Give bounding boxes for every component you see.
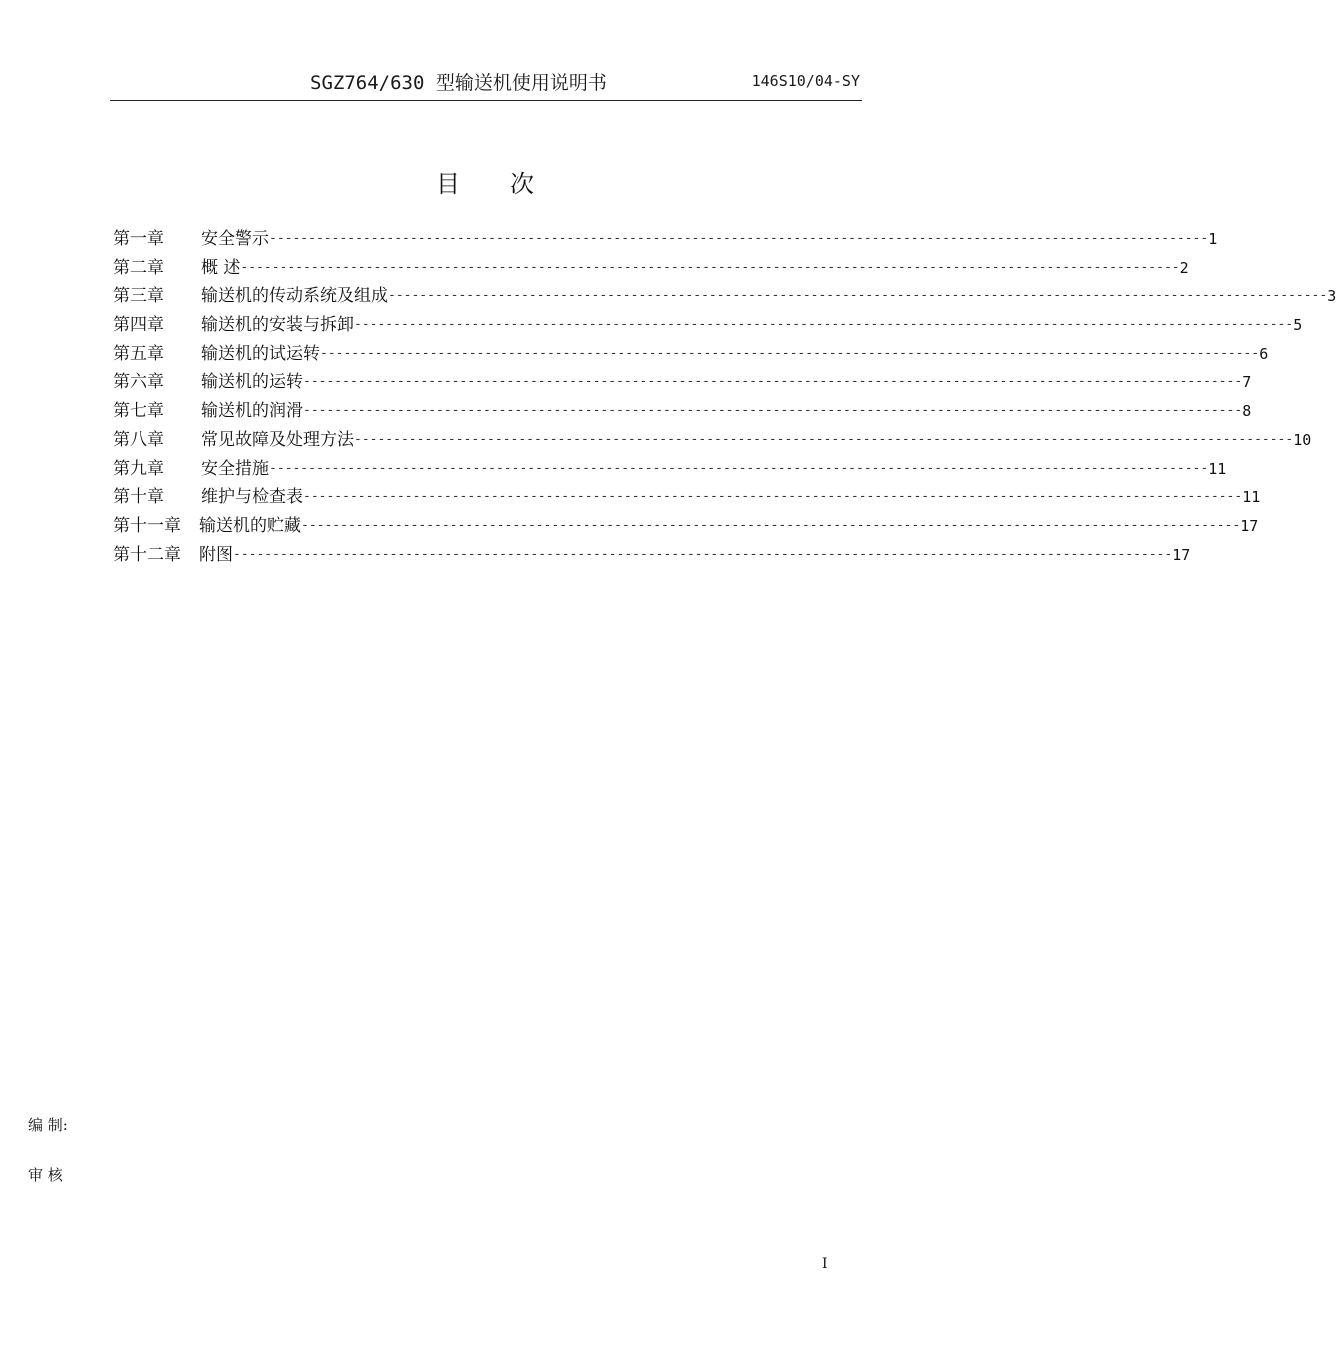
toc-entry-title: 输送机的润滑 [201, 401, 303, 422]
toc-entry[interactable] [113, 541, 1191, 570]
toc-chapter-label: 第九章 [113, 458, 164, 479]
toc-dot-leader: ------------------------------------------------------------------------------------------------------------------------ [303, 374, 1243, 390]
toc-entry-body [199, 541, 1191, 570]
toc-chapter-label: 第四章 [113, 315, 164, 336]
toc-chapter-label: 第十一章 [113, 515, 181, 536]
toc-page-number: 2 [1179, 258, 1189, 277]
toc-page-number: 1 [1208, 230, 1218, 248]
toc-entry-title: 维护与检查表 [201, 487, 303, 508]
toc-entry[interactable] [113, 455, 1227, 484]
toc-entry-body [199, 512, 1259, 541]
toc-heading: 目次 [436, 170, 584, 198]
toc-entry[interactable] [113, 311, 1303, 340]
page-number: I [822, 1256, 828, 1272]
toc-entry-title: 输送机的运转 [201, 372, 303, 393]
toc-chapter-label: 第六章 [113, 372, 164, 393]
toc-chapter-label: 第一章 [113, 229, 164, 249]
toc-entry-title: 安全措施 [201, 458, 269, 479]
toc-entry-title: 输送机的安装与拆卸 [201, 315, 354, 336]
toc-dot-leader: ------------------------------------------------------------------------------------------------------------------------ [354, 431, 1294, 447]
toc-page-number: 3 [1327, 287, 1336, 306]
reviewed-by-label: 审 核 [28, 1166, 63, 1184]
toc-chapter-label: 第七章 [113, 401, 164, 422]
compiled-by-label: 编 制: [28, 1116, 68, 1134]
toc-page-number: 5 [1293, 316, 1303, 335]
toc-dot-leader: ------------------------------------------------------------------------------------------------------------------------ [303, 489, 1243, 505]
toc-entry[interactable] [113, 397, 1252, 426]
toc-entry-body [201, 340, 1269, 369]
toc-entry[interactable] [113, 225, 1218, 254]
toc-dot-leader: ------------------------------------------------------------------------------------------------------------------------ [354, 317, 1294, 333]
toc-page-number: 7 [1242, 373, 1252, 392]
document-code: 146S10/04-SY [751, 72, 860, 90]
toc-dot-leader: ------------------------------------------------------------------------------------------------------------------------ [301, 517, 1241, 533]
toc-entry-title: 概 述 [201, 257, 241, 278]
page-header [110, 62, 862, 101]
toc-entry-body [201, 254, 1189, 283]
toc-chapter-label: 第二章 [113, 257, 164, 278]
toc-page-number: 8 [1242, 402, 1252, 421]
toc-entry[interactable] [113, 426, 1312, 455]
toc-chapter-label: 第十二章 [113, 544, 181, 565]
table-of-contents [113, 225, 1336, 569]
toc-entry-body [201, 426, 1312, 455]
toc-dot-leader: ------------------------------------------------------------------------------------------------------------------------ [269, 231, 1209, 246]
toc-page-number: 10 [1293, 430, 1312, 449]
toc-entry-body [201, 225, 1218, 254]
toc-entry[interactable] [113, 368, 1252, 397]
toc-entry[interactable] [113, 483, 1261, 512]
toc-entry-title: 附图 [199, 544, 233, 565]
toc-chapter-label: 第三章 [113, 286, 164, 307]
toc-dot-leader: ------------------------------------------------------------------------------------------------------------------------ [303, 403, 1243, 419]
toc-page-number: 11 [1242, 488, 1261, 507]
document-title: SGZ764/630 型输送机使用说明书 [310, 72, 607, 94]
toc-chapter-label: 第八章 [113, 429, 164, 450]
toc-entry-body [201, 311, 1303, 340]
toc-entry-body [201, 368, 1252, 397]
toc-entry-body [201, 397, 1252, 426]
toc-entry-title: 输送机的传动系统及组成 [201, 286, 388, 307]
toc-entry-title: 输送机的贮藏 [199, 515, 301, 536]
toc-entry-body [201, 483, 1261, 512]
toc-dot-leader: ------------------------------------------------------------------------------------------------------------------------ [388, 288, 1328, 304]
toc-entry-title: 输送机的试运转 [201, 343, 320, 364]
toc-entry[interactable] [113, 512, 1259, 541]
toc-entry[interactable] [113, 340, 1269, 369]
toc-entry-body [201, 455, 1227, 484]
toc-page-number: 17 [1240, 516, 1259, 535]
toc-dot-leader: ------------------------------------------------------------------------------------------------------------------------ [240, 259, 1180, 275]
toc-dot-leader: ------------------------------------------------------------------------------------------------------------------------ [320, 345, 1260, 361]
toc-dot-leader: ------------------------------------------------------------------------------------------------------------------------ [269, 460, 1209, 476]
toc-entry-body [201, 282, 1336, 311]
toc-page-number: 11 [1208, 459, 1227, 478]
toc-chapter-label: 第十章 [113, 487, 164, 508]
toc-chapter-label: 第五章 [113, 343, 164, 364]
toc-entry[interactable] [113, 282, 1336, 311]
toc-dot-leader: ------------------------------------------------------------------------------------------------------------------------ [233, 546, 1173, 562]
toc-entry[interactable] [113, 254, 1189, 283]
toc-page-number: 6 [1259, 344, 1269, 363]
toc-entry-title: 常见故障及处理方法 [201, 429, 354, 450]
toc-entry-title: 安全警示 [201, 229, 269, 249]
toc-page-number: 17 [1172, 545, 1191, 564]
